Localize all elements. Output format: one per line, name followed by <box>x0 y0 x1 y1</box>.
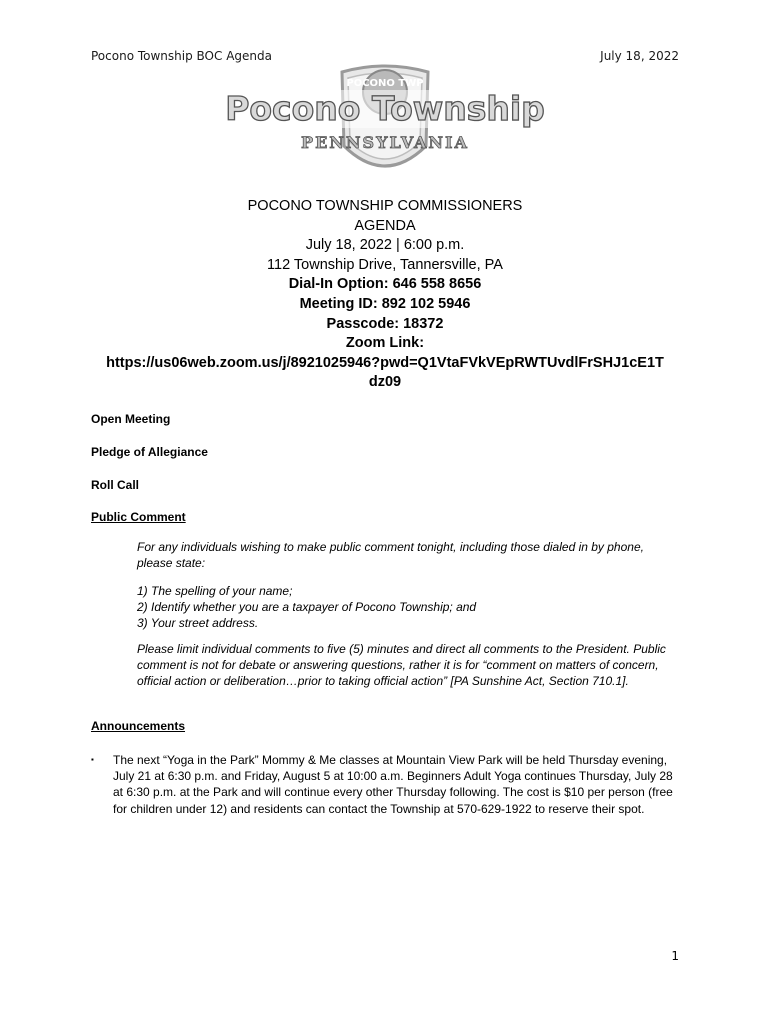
meeting-id: Meeting ID: 892 102 5946 <box>299 295 471 312</box>
public-comment-intro: For any individuals wishing to make public comment tonight, including those dialed in by phone, please state: <box>137 540 644 570</box>
zoom-link-url[interactable] <box>40 354 730 393</box>
header-title: Pocono Township BOC Agenda <box>91 49 272 63</box>
section-announcements: Announcements <box>91 719 186 733</box>
announcement-text: The next “Yoga in the Park” Mommy & Me classes at Mountain View Park will be held Thursday evening, July 21 at 6:30 p.m. and Friday, August 5 at 10:00 a.m. Beginners Adult Yoga continues Thursday, July 28 at 6:30 p.m. at the Park and will continue every other Thursday following. The cost is $10 per person (free for children under 12) and residents can contact the Township at 570-629-1922 to reserve their spot. <box>113 753 673 816</box>
public-comment-limit: Please limit individual comments to five (5) minutes and direct all comments to the President. Public comment is not for debate or answering questions, rather it is for “comment on matters of concern, official action or deliberation…prior to taking official action” [PA Sunshine Act, Section 710.1]. <box>137 642 666 688</box>
logo-wordmark: Pocono Township <box>225 89 545 128</box>
section-public-comment: Public Comment <box>91 510 186 524</box>
announcement-item <box>91 752 681 817</box>
township-logo <box>225 62 545 190</box>
zoom-link-label: Zoom Link: <box>345 335 425 352</box>
zoom-link-url-line1[interactable]: https://us06web.zoom.us/j/8921025946?pwd=Q1VtaFVkVEpRWTUvdlFrSHJ1cE1T <box>106 354 664 371</box>
section-roll-call: Roll Call <box>91 478 140 492</box>
page-number: 1 <box>671 949 679 963</box>
passcode: Passcode: 18372 <box>326 315 444 332</box>
agenda-title-block <box>40 197 730 393</box>
logo-state: PENNSYLVANIA <box>301 133 469 152</box>
list-item: 2) Identify whether you are a taxpayer of Pocono Township; and <box>137 599 477 614</box>
running-header <box>91 49 679 63</box>
agenda-heading: AGENDA <box>354 217 416 234</box>
square-bullet-icon: ▪ <box>91 755 94 764</box>
commissioners-heading: POCONO TOWNSHIP COMMISSIONERS <box>247 198 523 214</box>
public-comment-list <box>137 584 677 631</box>
dial-in-option: Dial-In Option: 646 558 8656 <box>288 276 482 293</box>
meeting-date-time: July 18, 2022 | 6:00 p.m. <box>305 237 465 254</box>
header-date: July 18, 2022 <box>600 49 679 63</box>
list-item: 3) Your street address. <box>137 615 259 630</box>
zoom-link-url-line2[interactable]: dz09 <box>368 374 402 391</box>
meeting-address: 112 Township Drive, Tannersville, PA <box>267 256 503 273</box>
logo-seal-text: POCONO TWP <box>346 78 424 89</box>
section-open-meeting: Open Meeting <box>91 412 171 426</box>
section-pledge: Pledge of Allegiance <box>91 445 208 459</box>
list-item: 1) The spelling of your name; <box>137 584 293 598</box>
